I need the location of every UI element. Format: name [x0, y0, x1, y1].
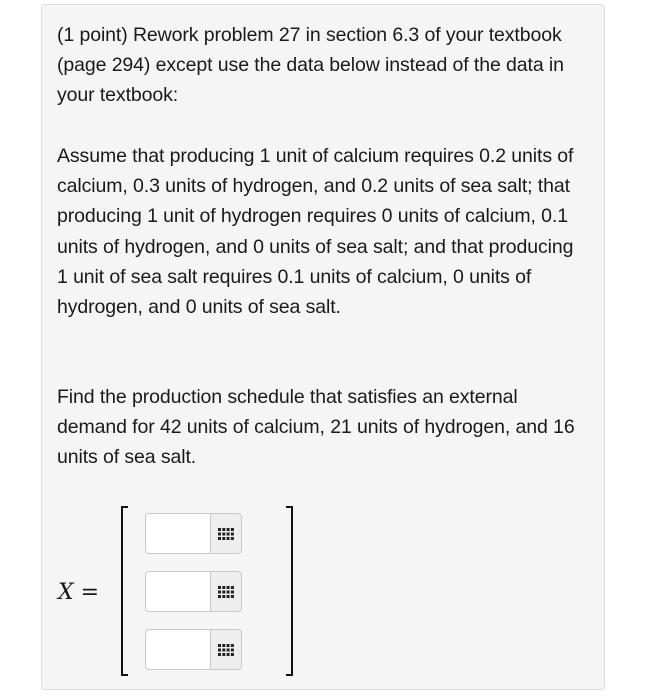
matrix-entry-button-3[interactable]: [210, 629, 242, 670]
answer-equation-label: [58, 580, 99, 606]
answer-input-3[interactable]: [145, 629, 210, 670]
matrix-left-bracket: [121, 506, 128, 676]
grid-icon: [218, 528, 234, 540]
answer-input-1[interactable]: [145, 513, 210, 554]
matrix-entry-button-2[interactable]: [210, 571, 242, 612]
grid-icon: [218, 644, 234, 656]
answer-row-2: [145, 571, 242, 612]
equals-sign: =: [80, 580, 100, 605]
answer-row-3: [145, 629, 242, 670]
problem-question: Find the production schedule that satisfies an external demand for 42 units of calcium, 21 units of hydrogen, and 16 units of sea salt.: [57, 386, 575, 469]
problem-card: [41, 4, 605, 690]
problem-assumption: Assume that producing 1 unit of calcium requires 0.2 units of calcium, 0.3 units of hydrogen, and 0.2 units of sea salt; that producing 1 unit of hydrogen requires 0 units of calcium, 0.1 units of hydrogen, and 0 units of sea salt; and that producing 1 unit of sea salt requires 0.1 units of calcium, 0 units of hydrogen, and 0 units of sea salt.: [57, 145, 574, 319]
answer-row-1: [145, 513, 242, 554]
answer-variable: X: [58, 580, 74, 605]
matrix-right-bracket: [286, 506, 293, 676]
problem-intro: (1 point) Rework problem 27 in section 6.3 of your textbook (page 294) except use the data below instead of the data in your textbook:: [57, 24, 564, 107]
answer-input-2[interactable]: [145, 571, 210, 612]
grid-icon: [218, 586, 234, 598]
matrix-entry-button-1[interactable]: [210, 513, 242, 554]
